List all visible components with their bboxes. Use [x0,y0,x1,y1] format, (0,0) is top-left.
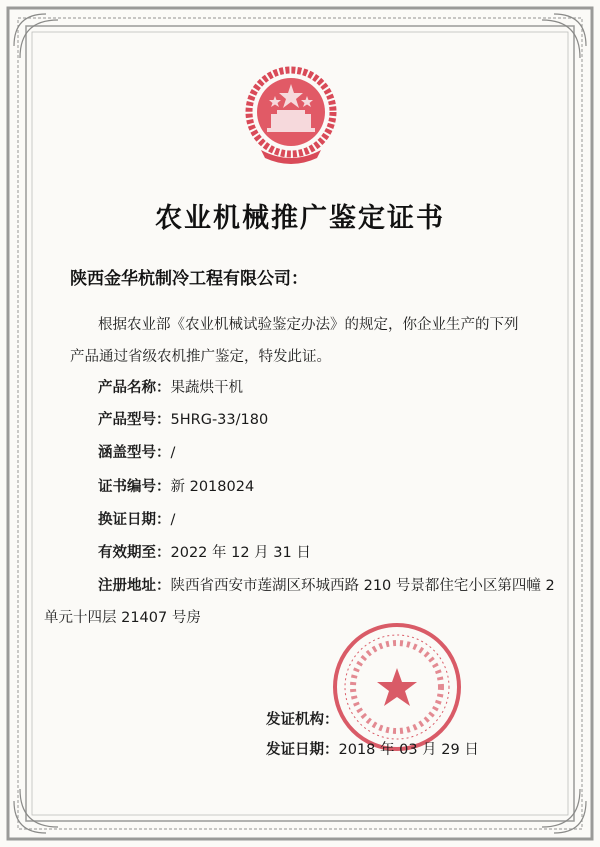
field-value: / [170,445,176,461]
field-value: 5HRG-33/180 [170,412,269,428]
field-product-model [98,408,268,429]
field-label: 有效期至： [98,545,171,561]
field-value: 果蔬烘干机 [170,380,243,396]
field-covered-models [98,441,175,462]
address-continued: 单元十四层 21407 号房 [44,610,201,626]
field-label: 涵盖型号： [98,445,171,461]
national-emblem-icon [237,62,345,166]
field-value: 陕西省西安市莲湖区环城西路 210 号景都住宅小区第四幢 2 [170,578,555,594]
field-label: 换证日期： [98,512,171,528]
body-text-line-1: 根据农业部《农业机械试验鉴定办法》的规定，你企业生产的下列 [98,317,519,333]
field-label: 证书编号： [98,479,171,495]
issue-date-value: 2018 年 03 月 29 日 [338,742,479,758]
issuer-label: 发证机构： [266,712,339,728]
recipient-company: 陕西金华杭制冷工程有限公司： [70,269,308,289]
field-value: 新 2018024 [170,479,255,495]
field-registered-address [98,574,555,595]
field-certificate-number [98,475,254,496]
field-label: 产品名称： [98,380,171,396]
field-label: 注册地址： [98,578,171,594]
field-label: 产品型号： [98,412,171,428]
official-seal-icon [330,620,464,754]
issuer [266,708,339,729]
certificate-title: 农业机械推广鉴定证书 [155,203,445,234]
field-renewal-date [98,508,175,529]
body-text-line-2: 产品通过省级农机推广鉴定，特发此证。 [70,349,331,365]
field-valid-until [98,541,311,562]
issue-date-label: 发证日期： [266,742,339,758]
field-value: / [170,512,176,528]
field-product-name [98,376,243,397]
field-value: 2022 年 12 月 31 日 [170,545,311,561]
issue-date [266,738,479,759]
